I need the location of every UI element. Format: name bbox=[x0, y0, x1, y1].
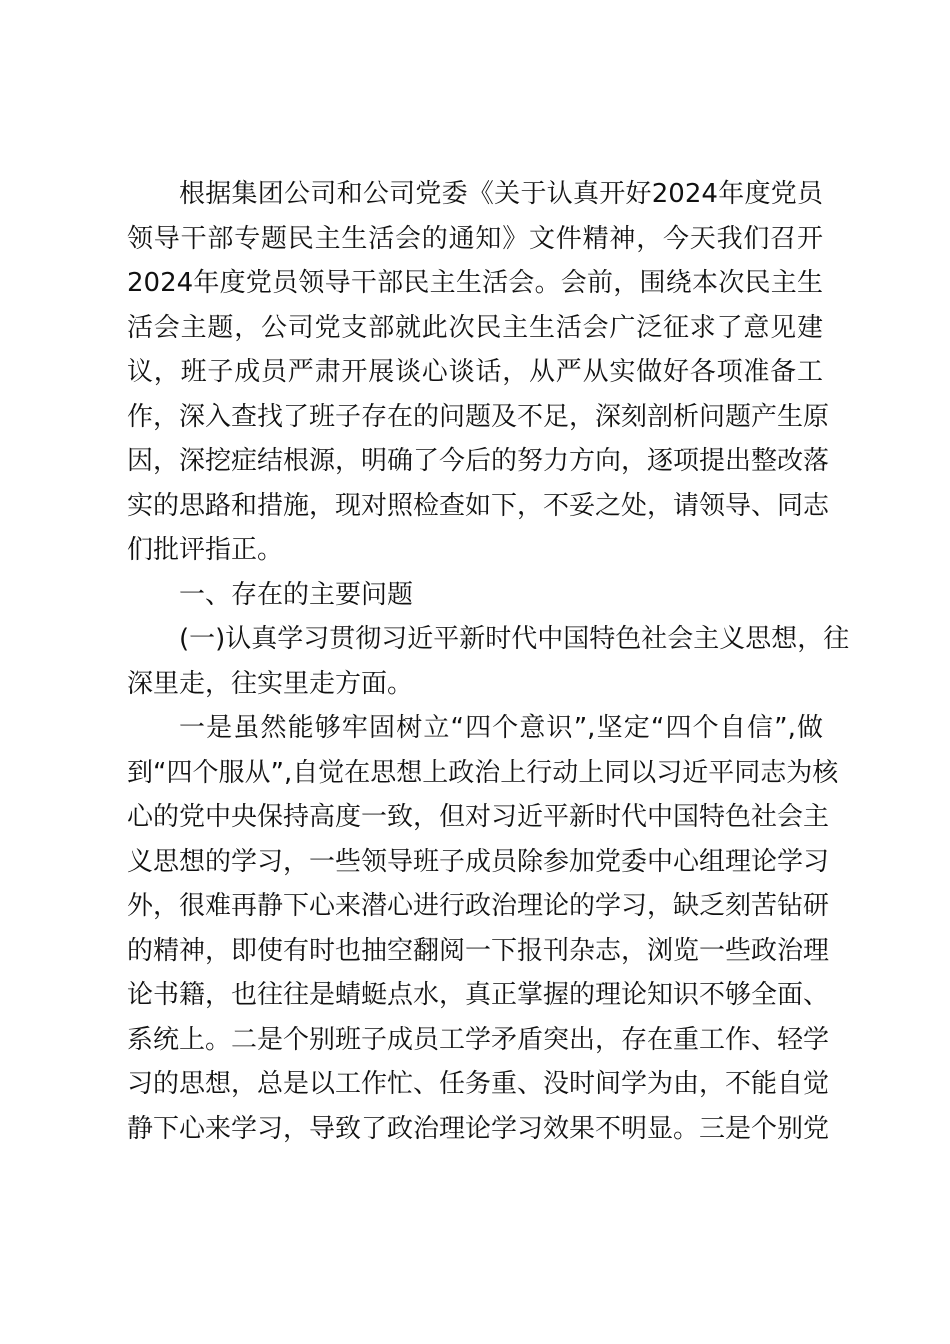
subsection-heading: (一)认真学习贯彻习近平新时代中国特色社会主义思想，往 bbox=[179, 624, 850, 654]
document-body bbox=[127, 172, 850, 1151]
paragraph-line: 习的思想，总是以工作忙、任务重、没时间学为由，不能自觉 bbox=[127, 1069, 830, 1099]
paragraph-line: 活会主题，公司党支部就此次民主生活会广泛征求了意见建 bbox=[127, 312, 823, 343]
paragraph-line: 的精神，即使有时也抽空翻阅一下报刊杂志，浏览一些政治理 bbox=[127, 935, 830, 966]
paragraph-line: 因，深挖症结根源，明确了今后的努力方向，逐项提出整改落 bbox=[127, 446, 830, 476]
paragraph-line: 们批评指正。 bbox=[127, 535, 284, 565]
paragraph-line: 作，深入查找了班子存在的问题及不足，深刻剖析问题产生原 bbox=[127, 401, 830, 432]
paragraph-line: 系统上。二是个别班子成员工学矛盾突出，存在重工作、轻学 bbox=[127, 1024, 830, 1055]
subsection-heading: 深里走，往实里走方面。 bbox=[127, 668, 414, 699]
paragraph-line: 静下心来学习，导致了政治理论学习效果不明显。三是个别党 bbox=[127, 1113, 830, 1144]
paragraph-line: 领导干部专题民主生活会的通知》文件精神，今天我们召开 bbox=[127, 223, 823, 254]
paragraph-line: 2024年度党员领导干部民主生活会。会前，围绕本次民主生 bbox=[127, 268, 823, 298]
paragraph-line: 外，很难再静下心来潜心进行政治理论的学习，缺乏刻苦钻研 bbox=[127, 891, 830, 921]
paragraph-line: 论书籍，也往往是蜻蜓点水，真正掌握的理论知识不够全面、 bbox=[127, 980, 830, 1010]
paragraph-line: 一是虽然能够牢固树立“四个意识”,坚定“四个自信”,做 bbox=[179, 713, 823, 743]
section-heading: 一、存在的主要问题 bbox=[179, 579, 414, 610]
paragraph-line: 根据集团公司和公司党委《关于认真开好2024年度党员 bbox=[179, 179, 823, 209]
paragraph-line: 议，班子成员严肃开展谈心谈话，从严从实做好各项准备工 bbox=[127, 357, 823, 387]
paragraph-line: 义思想的学习，一些领导班子成员除参加党委中心组理论学习 bbox=[127, 846, 830, 877]
paragraph-line: 到“四个服从”,自觉在思想上政治上行动上同以习近平同志为核 bbox=[127, 757, 839, 788]
paragraph-line: 心的党中央保持高度一致，但对习近平新时代中国特色社会主 bbox=[127, 802, 830, 832]
paragraph-line: 实的思路和措施，现对照检查如下，不妥之处，请领导、同志 bbox=[127, 490, 830, 521]
